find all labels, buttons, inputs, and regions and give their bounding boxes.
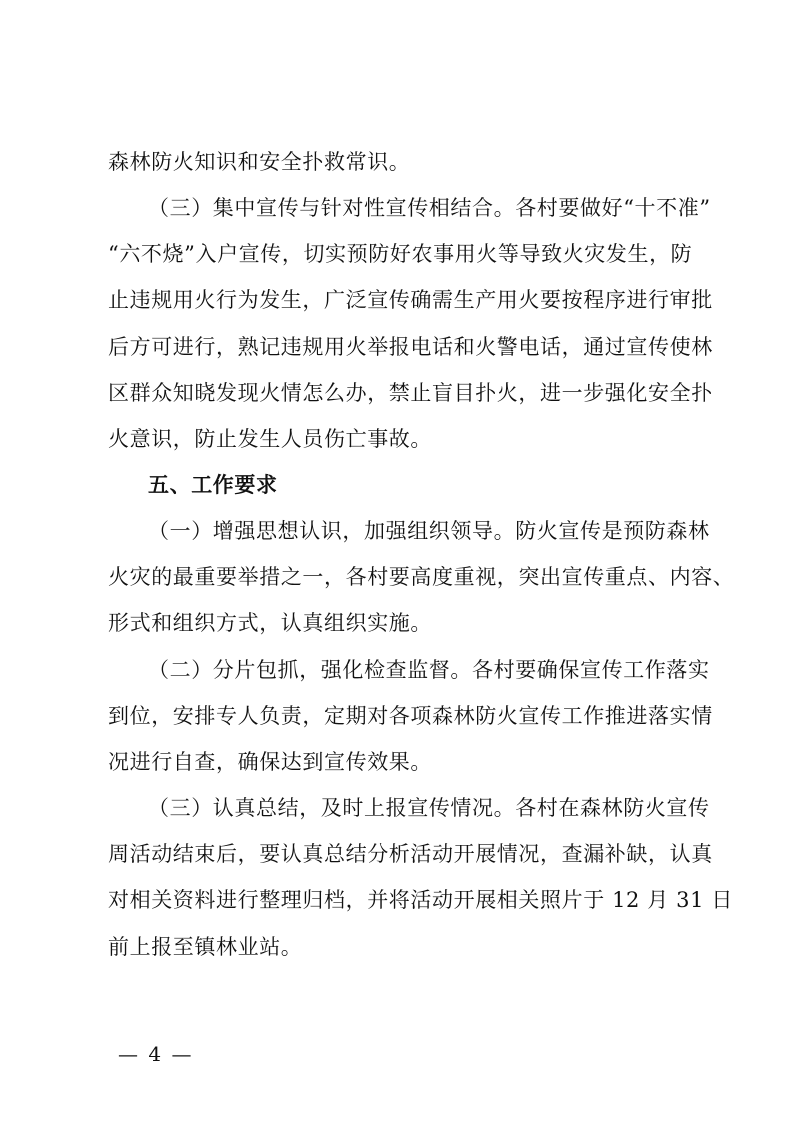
- text-line: 周活动结束后，要认真总结分析活动开展情况，查漏补缺，认真: [108, 842, 713, 866]
- text-line: 区群众知晓发现火情怎么办，禁止盲目扑火，进一步强化安全扑: [108, 381, 713, 405]
- text-line: 前上报至镇林业站。: [108, 935, 303, 959]
- text-line: 后方可进行，熟记违规用火举报电话和火警电话，通过宣传使林: [108, 335, 713, 359]
- paragraph-start-line: （一）增强思想认识，加强组织领导。防火宣传是预防森林: [148, 519, 710, 543]
- paragraph-start-line: （二）分片包抓，强化检查监督。各村要确保宣传工作落实: [148, 658, 710, 682]
- text-line: 形式和组织方式，认真组织实施。: [108, 611, 432, 635]
- section-heading: 五、工作要求: [148, 472, 278, 497]
- page-number: — 4 —: [118, 1042, 194, 1066]
- text-line: 森林防火知识和安全扑救常识。: [108, 150, 411, 174]
- text-line: 火灾的最重要举措之一，各村要高度重视，突出宣传重点、内容、: [108, 565, 735, 589]
- text-line: 火意识，防止发生人员伤亡事故。: [108, 427, 432, 451]
- text-line: “六不烧”入户宣传，切实预防好农事用火等导致火灾发生，防: [108, 242, 693, 266]
- paragraph-start-line: （三）集中宣传与针对性宣传相结合。各村要做好“十不准”: [148, 196, 711, 220]
- text-line: 对相关资料进行整理归档，并将活动开展相关照片于 12 月 31 日: [108, 888, 733, 912]
- paragraph-start-line: （三）认真总结，及时上报宣传情况。各村在森林防火宣传: [148, 796, 710, 820]
- text-line: 况进行自查，确保达到宣传效果。: [108, 750, 432, 774]
- text-line: 到位，安排专人负责，定期对各项森林防火宣传工作推进落实情: [108, 704, 713, 728]
- text-line: 止违规用火行为发生，广泛宣传确需生产用火要按程序进行审批: [108, 288, 713, 312]
